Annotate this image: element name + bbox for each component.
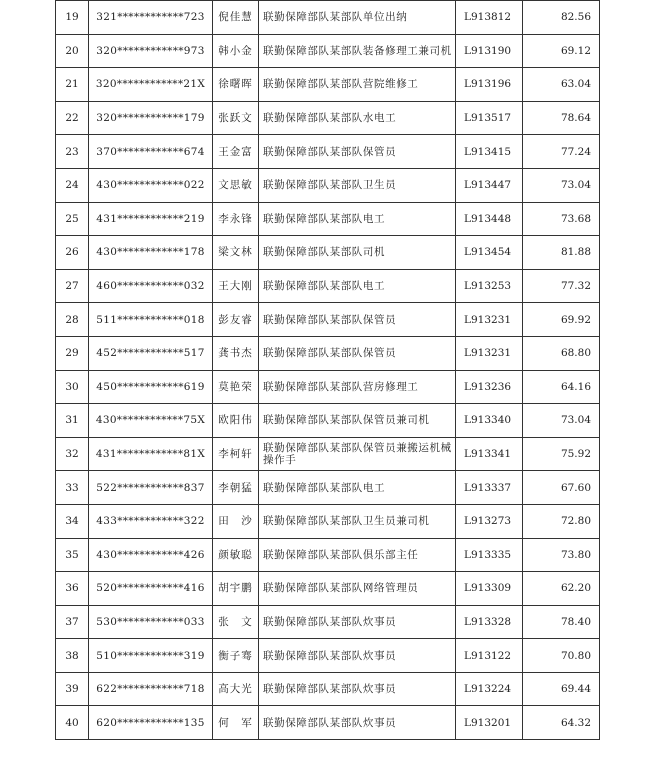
- candidate-name-cell: 欧阳伟: [213, 404, 259, 438]
- row-number-cell: 20: [56, 34, 89, 68]
- candidate-name-cell: 倪佳慧: [213, 1, 259, 35]
- id-number-cell: 370************674: [89, 135, 213, 169]
- score-cell: 68.80: [523, 336, 600, 370]
- id-number-cell: 620************135: [89, 706, 213, 740]
- score-cell: 73.68: [523, 202, 600, 236]
- table-row: [56, 504, 600, 538]
- candidate-name-cell: 徐曙晖: [213, 68, 259, 102]
- score-cell: 69.92: [523, 303, 600, 337]
- candidate-name-cell: 彭友睿: [213, 303, 259, 337]
- table-row: [56, 471, 600, 505]
- id-number-cell: 520************416: [89, 572, 213, 606]
- candidate-name-cell: 李永锋: [213, 202, 259, 236]
- candidate-name-cell: 胡宇鹏: [213, 572, 259, 606]
- position-code-cell: L913273: [456, 504, 523, 538]
- row-number-cell: 29: [56, 336, 89, 370]
- table-row: [56, 1, 600, 35]
- row-number-cell: 27: [56, 269, 89, 303]
- table-row: [56, 336, 600, 370]
- position-code-cell: L913201: [456, 706, 523, 740]
- table-row: [56, 437, 600, 471]
- candidate-name-cell: 张跃文: [213, 101, 259, 135]
- score-cell: 63.04: [523, 68, 600, 102]
- row-number-cell: 35: [56, 538, 89, 572]
- score-cell: 81.88: [523, 236, 600, 270]
- row-number-cell: 37: [56, 605, 89, 639]
- position-code-cell: L913190: [456, 34, 523, 68]
- candidate-name-cell: 李柯轩: [213, 437, 259, 471]
- position-code-cell: L913340: [456, 404, 523, 438]
- position-code-cell: L913224: [456, 672, 523, 706]
- position-code-cell: L913309: [456, 572, 523, 606]
- position-title-cell: 联勤保障部队某部队炊事员: [259, 639, 456, 673]
- row-number-cell: 40: [56, 706, 89, 740]
- position-title-cell: 联勤保障部队某部队网络管理员: [259, 572, 456, 606]
- position-code-cell: L913328: [456, 605, 523, 639]
- position-title-cell: 联勤保障部队某部队炊事员: [259, 706, 456, 740]
- row-number-cell: 24: [56, 168, 89, 202]
- table-row: [56, 68, 600, 102]
- position-title-cell: 联勤保障部队某部队保管员兼司机: [259, 404, 456, 438]
- table-row: [56, 202, 600, 236]
- position-title-cell: 联勤保障部队某部队单位出纳: [259, 1, 456, 35]
- row-number-cell: 23: [56, 135, 89, 169]
- candidate-name-cell: 张 文: [213, 605, 259, 639]
- position-code-cell: L913341: [456, 437, 523, 471]
- score-cell: 78.64: [523, 101, 600, 135]
- position-title-cell: 联勤保障部队某部队炊事员: [259, 605, 456, 639]
- position-code-cell: L913196: [456, 68, 523, 102]
- position-title-cell: 联勤保障部队某部队水电工: [259, 101, 456, 135]
- position-code-cell: L913122: [456, 639, 523, 673]
- position-code-cell: L913231: [456, 336, 523, 370]
- id-number-cell: 452************517: [89, 336, 213, 370]
- id-number-cell: 320************179: [89, 101, 213, 135]
- row-number-cell: 36: [56, 572, 89, 606]
- row-number-cell: 19: [56, 1, 89, 35]
- candidate-table-body: [56, 1, 600, 740]
- candidate-name-cell: 韩小金: [213, 34, 259, 68]
- id-number-cell: 510************319: [89, 639, 213, 673]
- position-code-cell: L913231: [456, 303, 523, 337]
- score-cell: 64.16: [523, 370, 600, 404]
- candidate-name-cell: 何 军: [213, 706, 259, 740]
- score-cell: 73.80: [523, 538, 600, 572]
- table-row: [56, 706, 600, 740]
- score-cell: 77.32: [523, 269, 600, 303]
- id-number-cell: 431************219: [89, 202, 213, 236]
- id-number-cell: 450************619: [89, 370, 213, 404]
- position-code-cell: L913454: [456, 236, 523, 270]
- score-cell: 72.80: [523, 504, 600, 538]
- position-code-cell: L913517: [456, 101, 523, 135]
- id-number-cell: 530************033: [89, 605, 213, 639]
- position-code-cell: L913253: [456, 269, 523, 303]
- position-title-cell: 联勤保障部队某部队保管员: [259, 336, 456, 370]
- score-cell: 77.24: [523, 135, 600, 169]
- table-row: [56, 639, 600, 673]
- id-number-cell: 431************81X: [89, 437, 213, 471]
- table-row: [56, 101, 600, 135]
- table-row: [56, 370, 600, 404]
- row-number-cell: 28: [56, 303, 89, 337]
- row-number-cell: 32: [56, 437, 89, 471]
- table-row: [56, 605, 600, 639]
- position-title-cell: 联勤保障部队某部队卫生员: [259, 168, 456, 202]
- position-title-cell: 联勤保障部队某部队保管员: [259, 303, 456, 337]
- score-cell: 67.60: [523, 471, 600, 505]
- id-number-cell: 430************75X: [89, 404, 213, 438]
- row-number-cell: 38: [56, 639, 89, 673]
- row-number-cell: 30: [56, 370, 89, 404]
- candidate-name-cell: 王大刚: [213, 269, 259, 303]
- score-cell: 64.32: [523, 706, 600, 740]
- row-number-cell: 34: [56, 504, 89, 538]
- position-title-cell: 联勤保障部队某部队炊事员: [259, 672, 456, 706]
- position-title-cell: 联勤保障部队某部队营院维修工: [259, 68, 456, 102]
- id-number-cell: 460************032: [89, 269, 213, 303]
- candidate-name-cell: 莫艳荣: [213, 370, 259, 404]
- position-title-cell: 联勤保障部队某部队保管员兼搬运机械操作手: [259, 437, 456, 471]
- id-number-cell: 511************018: [89, 303, 213, 337]
- table-row: [56, 269, 600, 303]
- score-cell: 75.92: [523, 437, 600, 471]
- candidate-name-cell: 李朝猛: [213, 471, 259, 505]
- score-cell: 62.20: [523, 572, 600, 606]
- row-number-cell: 21: [56, 68, 89, 102]
- candidate-name-cell: 文思敏: [213, 168, 259, 202]
- id-number-cell: 430************022: [89, 168, 213, 202]
- row-number-cell: 39: [56, 672, 89, 706]
- score-cell: 78.40: [523, 605, 600, 639]
- position-title-cell: 联勤保障部队某部队卫生员兼司机: [259, 504, 456, 538]
- row-number-cell: 26: [56, 236, 89, 270]
- candidate-name-cell: 高大光: [213, 672, 259, 706]
- id-number-cell: 622************718: [89, 672, 213, 706]
- candidate-name-cell: 颜敏聪: [213, 538, 259, 572]
- score-cell: 73.04: [523, 168, 600, 202]
- candidate-name-cell: 龚书杰: [213, 336, 259, 370]
- table-row: [56, 672, 600, 706]
- position-title-cell: 联勤保障部队某部队电工: [259, 471, 456, 505]
- score-cell: 69.12: [523, 34, 600, 68]
- table-row: [56, 538, 600, 572]
- position-code-cell: L913812: [456, 1, 523, 35]
- candidate-name-cell: 衡子骞: [213, 639, 259, 673]
- id-number-cell: 321************723: [89, 1, 213, 35]
- position-title-cell: 联勤保障部队某部队电工: [259, 269, 456, 303]
- row-number-cell: 22: [56, 101, 89, 135]
- score-cell: 70.80: [523, 639, 600, 673]
- score-cell: 69.44: [523, 672, 600, 706]
- candidate-table: [55, 0, 600, 740]
- candidate-name-cell: 王金富: [213, 135, 259, 169]
- table-row: [56, 135, 600, 169]
- row-number-cell: 25: [56, 202, 89, 236]
- score-cell: 82.56: [523, 1, 600, 35]
- row-number-cell: 33: [56, 471, 89, 505]
- position-title-cell: 联勤保障部队某部队保管员: [259, 135, 456, 169]
- candidate-name-cell: 梁文林: [213, 236, 259, 270]
- position-title-cell: 联勤保障部队某部队装备修理工兼司机: [259, 34, 456, 68]
- table-row: [56, 168, 600, 202]
- position-code-cell: L913236: [456, 370, 523, 404]
- id-number-cell: 433************322: [89, 504, 213, 538]
- table-row: [56, 572, 600, 606]
- position-code-cell: L913447: [456, 168, 523, 202]
- position-code-cell: L913337: [456, 471, 523, 505]
- position-code-cell: L913415: [456, 135, 523, 169]
- row-number-cell: 31: [56, 404, 89, 438]
- id-number-cell: 320************973: [89, 34, 213, 68]
- position-title-cell: 联勤保障部队某部队俱乐部主任: [259, 538, 456, 572]
- table-row: [56, 303, 600, 337]
- candidate-name-cell: 田 沙: [213, 504, 259, 538]
- id-number-cell: 430************178: [89, 236, 213, 270]
- id-number-cell: 522************837: [89, 471, 213, 505]
- position-title-cell: 联勤保障部队某部队营房修理工: [259, 370, 456, 404]
- score-cell: 73.04: [523, 404, 600, 438]
- table-row: [56, 34, 600, 68]
- position-code-cell: L913448: [456, 202, 523, 236]
- id-number-cell: 320************21X: [89, 68, 213, 102]
- table-row: [56, 236, 600, 270]
- position-code-cell: L913335: [456, 538, 523, 572]
- position-title-cell: 联勤保障部队某部队电工: [259, 202, 456, 236]
- table-row: [56, 404, 600, 438]
- position-title-cell: 联勤保障部队某部队司机: [259, 236, 456, 270]
- id-number-cell: 430************426: [89, 538, 213, 572]
